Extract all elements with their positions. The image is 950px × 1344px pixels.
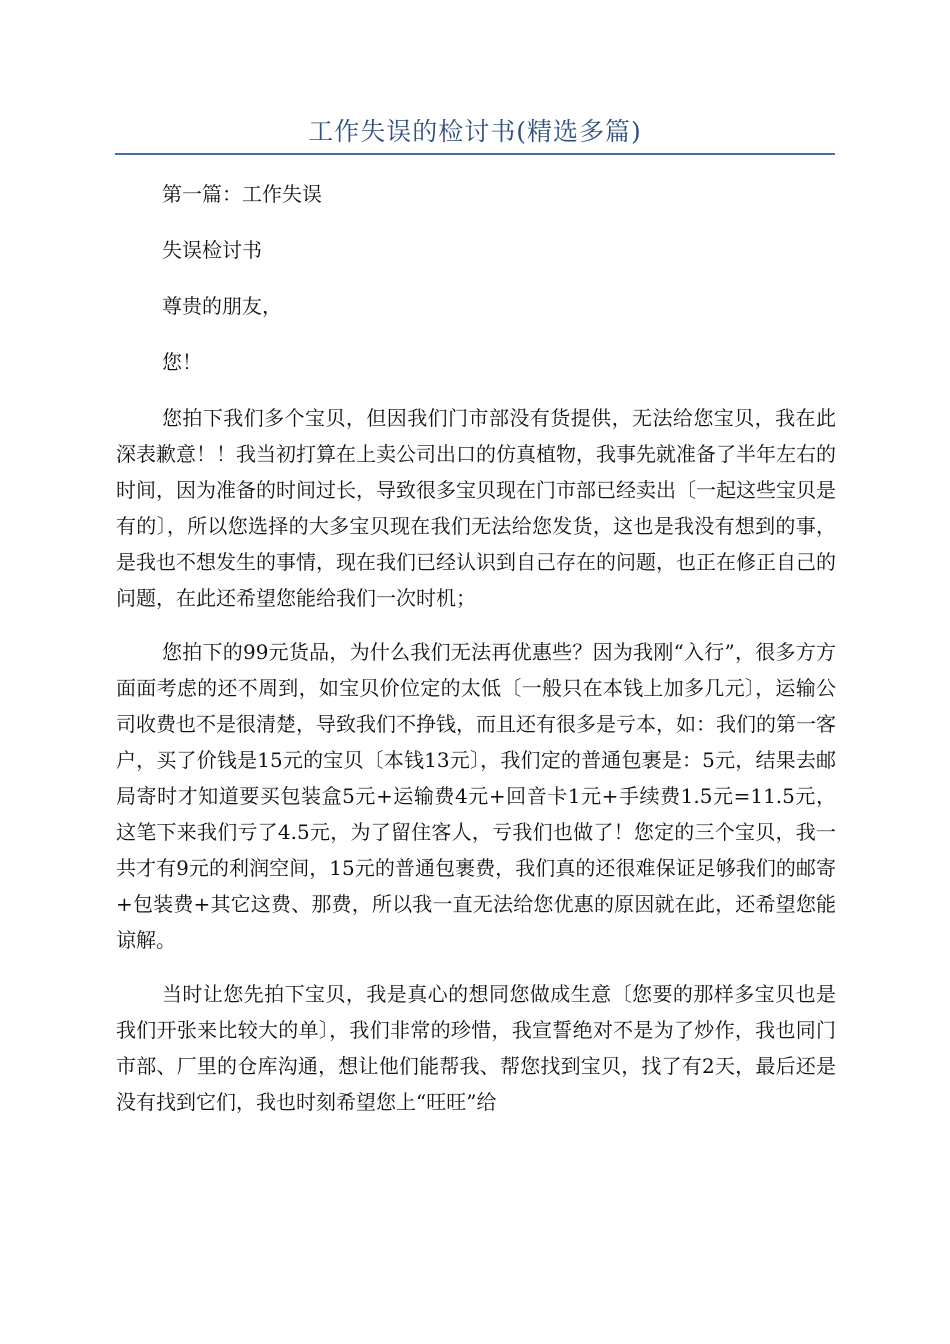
body-paragraph: 您拍下我们多个宝贝，但因我们门市部没有货提供，无法给您宝贝，我在此深表歉意！！我当初打算在上卖公司出口的仿真植物，我事先就准备了半年左右的时间，因为准备的时间过长，导致很多宝贝现在门市部已经卖出〔一起这些宝贝是有的〕，所以您选择的大多宝贝现在我们无法给您发货，这也是我没有想到的事，是我也不想发生的事情，现在我们已经认识到自己存在的问题，也正在修正自己的问题，在此还希望您能给我们一次时机； [116, 406, 836, 610]
body-paragraph: 当时让您先拍下宝贝，我是真心的想同您做成生意〔您要的那样多宝贝也是我们开张来比较大的单〕，我们非常的珍惜，我宣誓绝对不是为了炒作，我也同门市部、厂里的仓库沟通，想让他们能帮我、帮您找到宝贝，找了有2天，最后还是没有找到它们，我也时刻希望您上“旺旺”给 [116, 982, 836, 1114]
body-paragraph: 您拍下的99元货品，为什么我们无法再优惠些？因为我刚“入行”，很多方方面面考虑的还不周到，如宝贝价位定的太低〔一般只在本钱上加多几元〕，运输公司收费也不是很清楚，导致我们不挣钱，而且还有很多是亏本，如：我们的第一客户，买了价钱是15元的宝贝〔本钱13元〕，我们定的普通包裹是：5元，结果去邮局寄时才知道要买包装盒5元+运输费4元+回音卡1元+手续费1.5元=11.5元，这笔下来我们亏了4.5元，为了留住客人，亏我们也做了！您定的三个宝贝，我一共才有9元的利润空间，15元的普通包裹费，我们真的还很难保证足够我们的邮寄+包装费+其它这费、那费，所以我一直无法给您优惠的原因就在此，还希望您能谅解。 [116, 640, 836, 952]
subheading: 失误检讨书 [162, 238, 262, 262]
section-heading: 第一篇：工作失误 [162, 182, 322, 206]
document-body [116, 176, 836, 1138]
document-title: 工作失误的检讨书(精选多篇) [308, 117, 642, 146]
salutation: 尊贵的朋友， [162, 294, 282, 318]
greeting: 您！ [162, 350, 202, 374]
title-divider [115, 153, 835, 155]
